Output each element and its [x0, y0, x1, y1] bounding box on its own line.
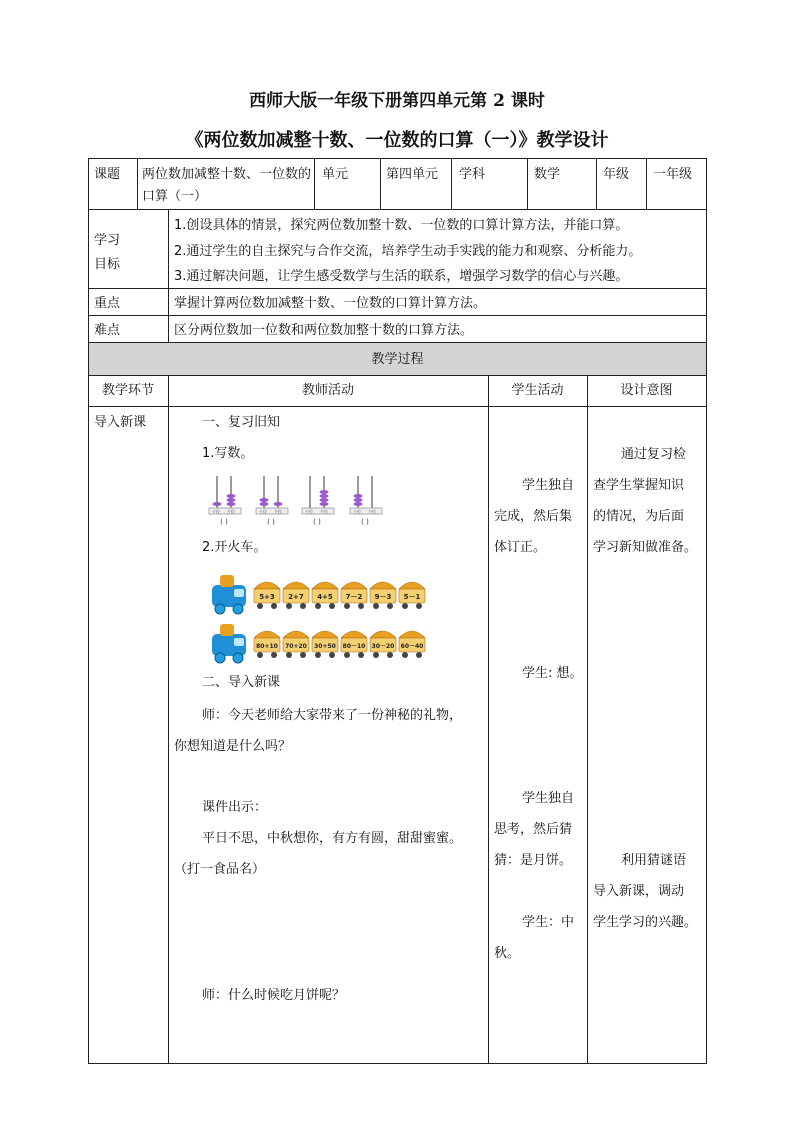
abacus-answer-blank: ( ) [220, 518, 228, 526]
train-car [312, 582, 338, 609]
student-activity-4: 学生：中 秋。 [494, 915, 575, 961]
train-cars-1 [254, 582, 425, 609]
goal-item: 3.通过解决问题，让学生感受数学与生活的联系，增强学习数学的信心与兴趣。 [174, 269, 629, 284]
riddle-hint: （打一食品名） [174, 862, 266, 877]
train-car [370, 631, 396, 658]
abacus-figure [205, 474, 245, 526]
abacus-figure [298, 474, 338, 526]
document-title: 西师大版一年级下册第四单元第 2 课时 [249, 91, 545, 111]
train-car-expression: 60－40 [400, 643, 424, 650]
locomotive-icon [212, 624, 246, 663]
train-car-expression: 30+50 [314, 643, 336, 650]
topic-label: 课题 [94, 167, 121, 182]
teacher-line: 你想知道是什么吗？ [174, 739, 292, 754]
review-heading: 一、复习旧知 [202, 415, 281, 430]
col-student: 学生活动 [511, 383, 564, 398]
difficulty-label: 难点 [94, 323, 121, 338]
col-intent: 设计意图 [620, 383, 673, 398]
grade-label: 年级 [603, 167, 630, 182]
train-car-expression: 7－2 [345, 593, 363, 601]
train-car [341, 582, 367, 609]
train-car [341, 631, 367, 658]
train-car [254, 582, 280, 609]
abacus-figure [252, 474, 292, 526]
col-teacher: 教师活动 [301, 383, 354, 398]
subject-label: 学科 [459, 167, 486, 182]
key-point-label: 重点 [94, 296, 121, 311]
train-car-expression: 80+10 [256, 643, 278, 650]
train-car-expression: 4+5 [317, 593, 333, 601]
abacus-ones-label: 个位 [274, 509, 282, 514]
train-car-expression: 30－20 [371, 643, 395, 650]
train-car-expression: 70+20 [285, 643, 307, 650]
train-cars-2 [254, 631, 425, 658]
train-game-item: 2.开火车。 [202, 540, 267, 555]
abacus-tens-label: 十位 [305, 509, 313, 514]
difficulty-text: 区分两位数加一位数和两位数加整十数的口算方法。 [174, 323, 474, 338]
abacus-ones-label: 个位 [368, 509, 376, 514]
train-car-expression: 5－1 [403, 593, 421, 601]
train-car [283, 582, 309, 609]
teacher-line: 师：今天老师给大家带来了一份神秘的礼物， [202, 708, 463, 723]
goals-label-1: 学习 [94, 233, 121, 248]
train-car [370, 582, 396, 609]
abacus-figure [346, 474, 386, 526]
teacher-line: 师：什么时候吃月饼呢？ [202, 988, 346, 1003]
unit-label: 单元 [322, 167, 349, 182]
train-car-expression: 9－3 [374, 593, 392, 601]
abacus-answer-blank: ( ) [267, 518, 275, 526]
subject-value: 数学 [534, 167, 561, 182]
goals-label-2: 目标 [94, 257, 121, 272]
riddle-text: 平日不思，中秋想你，有方有圆，甜甜蜜蜜。 [202, 831, 463, 846]
key-point-text: 掌握计算两位数加减整十数、一位数的口算计算方法。 [174, 296, 487, 311]
intro-heading: 二、导入新课 [202, 675, 281, 690]
abacus-tens-label: 十位 [353, 509, 361, 514]
train-row-2 [206, 622, 432, 666]
intent-2: 利用猜谜语 导入新课，调动 学生学习的兴趣。 [593, 853, 698, 930]
document-subtitle: 《两位数加减整十数、一位数的口算（一）》教学设计 [185, 130, 609, 151]
abacus-tens-label: 十位 [259, 509, 267, 514]
train-car [283, 631, 309, 658]
abacus-answer-blank: ( ) [313, 518, 321, 526]
train-row-1 [206, 573, 432, 617]
write-numbers-item: 1.写数。 [202, 446, 254, 461]
goal-item: 1.创设具体的情景，探究两位数加整十数、一位数的口算计算方法，并能口算。 [174, 218, 629, 233]
train-car [399, 582, 425, 609]
student-activity-3: 学生独自 思考，然后猜 猜：是月饼。 [494, 791, 575, 868]
abacus-answer-blank: ( ) [361, 518, 369, 526]
train-car [312, 631, 338, 658]
train-car-expression: 2+7 [288, 593, 304, 601]
teacher-line: 课件出示： [202, 800, 268, 815]
locomotive-icon [212, 575, 246, 614]
goal-item: 2.通过学生的自主探究与合作交流，培养学生动手实践的能力和观察、分析能力。 [174, 244, 642, 259]
intent-1: 通过复习检 查学生掌握知识 的情况，为后面 学习新知做准备。 [593, 447, 698, 555]
train-car [254, 631, 280, 658]
train-car-expression: 80－10 [342, 643, 366, 650]
train-car-expression: 5+3 [259, 593, 275, 601]
student-activity-2: 学生: 想。 [522, 666, 583, 681]
abacus-ones-label: 个位 [227, 509, 235, 514]
abacus-ones-label: 个位 [320, 509, 328, 514]
abacus-tens-label: 十位 [212, 509, 220, 514]
grade-value: 一年级 [653, 167, 693, 182]
process-banner-label: 教学过程 [371, 352, 424, 367]
student-activity-1: 学生独自 完成，然后集 体订正。 [494, 478, 575, 555]
stage-name: 导入新课 [94, 415, 147, 430]
train-car [399, 631, 425, 658]
col-stage: 教学环节 [101, 383, 154, 398]
unit-value: 第四单元 [386, 167, 439, 182]
topic-value: 两位数加减整十数、一位数的口算（一） [142, 167, 312, 204]
